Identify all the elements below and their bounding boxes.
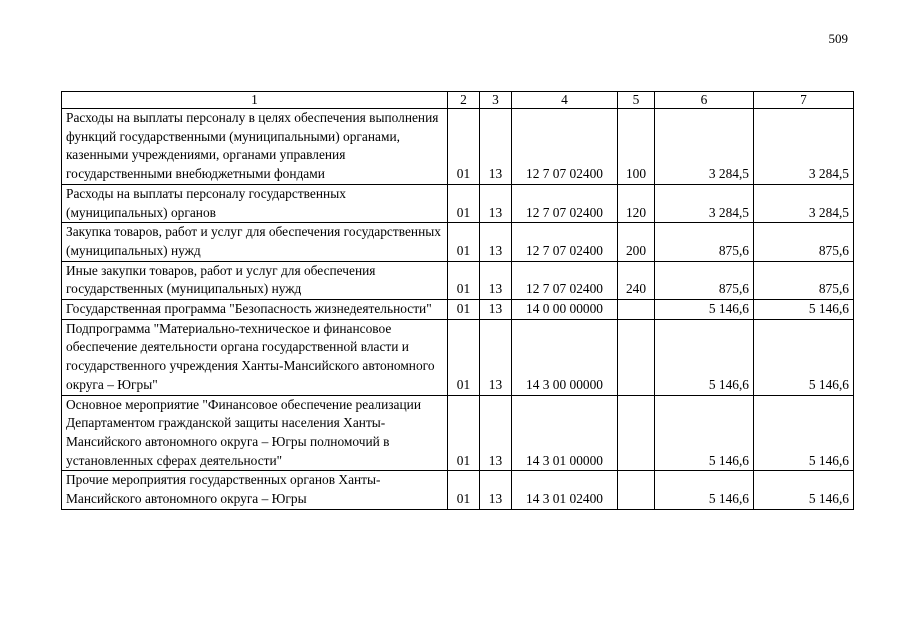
target-article-code: 14 3 01 02400 <box>512 471 618 509</box>
amount-col7: 875,6 <box>754 223 854 261</box>
amount-col6: 5 146,6 <box>655 395 754 471</box>
table-row <box>62 395 854 471</box>
page-number: 509 <box>828 31 848 46</box>
target-article-code: 12 7 07 02400 <box>512 223 618 261</box>
table-header-row <box>62 92 854 109</box>
subsection-code: 13 <box>480 319 512 395</box>
expense-type-code: 240 <box>618 261 655 299</box>
expense-type-code <box>618 300 655 320</box>
table-row <box>62 471 854 509</box>
section-code: 01 <box>448 109 480 185</box>
expense-type-code: 100 <box>618 109 655 185</box>
column-header-3: 3 <box>480 92 512 109</box>
row-name: Прочие мероприятия государственных органов Ханты-Мансийского автономного округа – Югры <box>62 471 448 509</box>
amount-col7: 3 284,5 <box>754 109 854 185</box>
row-name: Иные закупки товаров, работ и услуг для обеспечения государственных (муниципальных) нужд <box>62 261 448 299</box>
subsection-code: 13 <box>480 300 512 320</box>
amount-col6: 3 284,5 <box>655 184 754 222</box>
row-name: Расходы на выплаты персоналу государственных (муниципальных) органов <box>62 184 448 222</box>
row-name: Основное мероприятие "Финансовое обеспечение реализации Департаментом гражданской защиты населения Ханты-Мансийского автономного округа – Югры полномочий в установленных сферах деятельности" <box>62 395 448 471</box>
amount-col6: 5 146,6 <box>655 471 754 509</box>
table-row <box>62 261 854 299</box>
amount-col7: 5 146,6 <box>754 395 854 471</box>
section-code: 01 <box>448 319 480 395</box>
target-article-code: 12 7 07 02400 <box>512 261 618 299</box>
column-header-4: 4 <box>512 92 618 109</box>
target-article-code: 14 3 01 00000 <box>512 395 618 471</box>
amount-col6: 875,6 <box>655 223 754 261</box>
column-header-2: 2 <box>448 92 480 109</box>
amount-col7: 5 146,6 <box>754 471 854 509</box>
amount-col7: 5 146,6 <box>754 300 854 320</box>
subsection-code: 13 <box>480 395 512 471</box>
row-name: Подпрограмма "Материально-техническое и финансовое обеспечение деятельности органа государственной власти и государственного учреждения Ханты-Мансийского автономного округа – Югры" <box>62 319 448 395</box>
table-row <box>62 223 854 261</box>
column-header-1: 1 <box>62 92 448 109</box>
expense-type-code <box>618 395 655 471</box>
table-row <box>62 319 854 395</box>
amount-col7: 875,6 <box>754 261 854 299</box>
subsection-code: 13 <box>480 184 512 222</box>
subsection-code: 13 <box>480 223 512 261</box>
section-code: 01 <box>448 471 480 509</box>
row-name: Расходы на выплаты персоналу в целях обеспечения выполнения функций государственными (муниципальными) органами, казенными учреждениями, органами управления государственными внебюджетными фондами <box>62 109 448 185</box>
target-article-code: 12 7 07 02400 <box>512 109 618 185</box>
subsection-code: 13 <box>480 109 512 185</box>
section-code: 01 <box>448 184 480 222</box>
table-row <box>62 109 854 185</box>
column-header-6: 6 <box>655 92 754 109</box>
amount-col6: 5 146,6 <box>655 300 754 320</box>
subsection-code: 13 <box>480 471 512 509</box>
row-name: Закупка товаров, работ и услуг для обеспечения государственных (муниципальных) нужд <box>62 223 448 261</box>
amount-col6: 5 146,6 <box>655 319 754 395</box>
expense-type-code: 200 <box>618 223 655 261</box>
table-row <box>62 184 854 222</box>
column-header-5: 5 <box>618 92 655 109</box>
budget-table <box>61 91 854 510</box>
section-code: 01 <box>448 395 480 471</box>
expense-type-code: 120 <box>618 184 655 222</box>
amount-col6: 875,6 <box>655 261 754 299</box>
target-article-code: 14 3 00 00000 <box>512 319 618 395</box>
section-code: 01 <box>448 223 480 261</box>
section-code: 01 <box>448 300 480 320</box>
amount-col6: 3 284,5 <box>655 109 754 185</box>
subsection-code: 13 <box>480 261 512 299</box>
amount-col7: 5 146,6 <box>754 319 854 395</box>
row-name: Государственная программа "Безопасность жизнедеятельности" <box>62 300 448 320</box>
table-row <box>62 300 854 320</box>
expense-type-code <box>618 319 655 395</box>
target-article-code: 14 0 00 00000 <box>512 300 618 320</box>
amount-col7: 3 284,5 <box>754 184 854 222</box>
section-code: 01 <box>448 261 480 299</box>
column-header-7: 7 <box>754 92 854 109</box>
target-article-code: 12 7 07 02400 <box>512 184 618 222</box>
expense-type-code <box>618 471 655 509</box>
